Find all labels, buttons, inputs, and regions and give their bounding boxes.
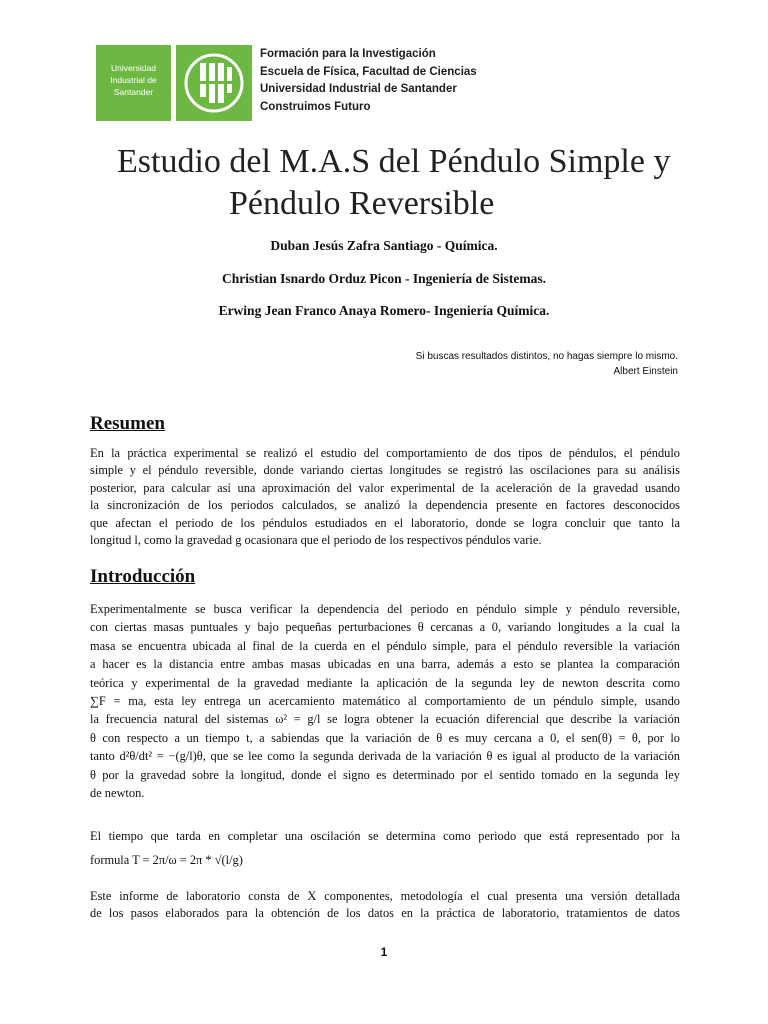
introduccion-paragraph-3 — [90, 888, 680, 923]
text-line: posterior, para calcular así una aproximación del valor experimental de la aceleración de la gravedad usando — [90, 480, 680, 495]
text-line: a hacer es la distancia entre ambas masas ubicadas en una barra, además a esto se plantea la comparación — [90, 657, 680, 672]
epigraph — [416, 349, 678, 379]
text-line: Este informe de laboratorio consta de X componentes, metodología el cual presenta una versión detallada — [90, 889, 680, 903]
text-line: longitud l, como la gravedad g ocasionara que el periodo de los respectivos péndulos varie. — [90, 533, 542, 548]
logo-text-line: Industrial de — [110, 75, 157, 85]
page-number: 1 — [380, 945, 388, 959]
text-line: tanto d²θ/dt² = −(g/l)θ, que se lee como la segunda derivada de la variación θ es igual al producto de la variación — [90, 749, 680, 764]
text-line: El tiempo que tarda en completar una oscilación se determina como periodo que está representado por la — [90, 829, 680, 843]
quote-author: Albert Einstein — [613, 366, 678, 377]
introduccion-paragraph-1 — [90, 600, 680, 802]
text-line: que afectan el periodo de los péndulos estudiados en el laboratorio, donde se logra concluir que tanto la — [90, 515, 680, 530]
header-line: Universidad Industrial de Santander — [260, 83, 457, 95]
text-line: la sincronización de los periodos calculados, se analizó la dependencia presente en factores desconocidos — [90, 498, 680, 513]
title-line: Estudio del M.A.S del Péndulo Simple y — [117, 143, 671, 180]
text-line: En la práctica experimental se realizó el estudio del comportamiento de dos tipos de péndulos, el péndulo — [90, 446, 680, 460]
text-line: ∑F = ma, esta ley entrega un acercamiento matemático al comportamiento de un péndulo simple, usando — [90, 694, 680, 709]
author-line: Christian Isnardo Orduz Picon - Ingeniería de Sistemas. — [221, 271, 546, 286]
institution-header — [260, 46, 477, 116]
text-line: formula T = 2π/ω = 2π * √(l/g) — [90, 853, 243, 867]
logo-text-line: Universidad — [111, 63, 156, 73]
text-line: con ciertas masas puntuales y bajo pequeñas perturbaciones θ cercanas a 0, variando longitudes a la cual la — [90, 620, 680, 635]
introduccion-heading: Introducción — [90, 566, 196, 587]
logo-text-line: Santander — [113, 87, 154, 97]
title-line: Péndulo Reversible — [229, 185, 495, 222]
text-line: θ con respecto a un tiempo t, a sabiendas que la variación de θ es muy cercana a 0, el sen(θ) = θ, por lo — [90, 730, 680, 745]
text-line: teórica y experimental de la gravedad mediante la aplicación de la segunda ley de newton descrita como — [90, 675, 680, 690]
header-line: Construimos Futuro — [260, 100, 371, 113]
text-line: de los pasos elaborados para la obtención de los datos en la práctica de laboratorio, tratamientos de datos — [90, 906, 680, 921]
header-line: Escuela de Física, Facultad de Ciencias — [260, 65, 477, 78]
header-line: Formación para la Investigación — [260, 48, 436, 60]
text-line: θ por la gravedad sobre la longitud, donde el signo es determinado por el sentido tomado en la segunda ley — [90, 767, 680, 782]
author-line: Erwing Jean Franco Anaya Romero- Ingeniería Química. — [218, 303, 550, 318]
introduccion-paragraph-2 — [90, 824, 680, 872]
text-line: Experimentalmente se busca verificar la dependencia del periodo en péndulo simple y péndulo reversible, — [90, 602, 680, 616]
text-line: simple y el péndulo reversible, donde variando ciertas longitudes se registró las oscilaciones para su análisis — [90, 463, 680, 478]
university-logo-text — [96, 45, 171, 121]
text-line: la frecuencia natural del sistemas ω² = g/l se logra obtener la ecuación diferencial que describe la variación — [90, 712, 680, 727]
resumen-heading: Resumen — [90, 413, 165, 434]
author-line: Duban Jesús Zafra Santiago - Química. — [270, 238, 498, 253]
resumen-paragraph — [90, 445, 680, 549]
text-line: masa se encuentra ubicada al final de la cuerda en el péndulo simple, para el péndulo reversible la variación — [90, 638, 680, 653]
uis-logo-icon — [176, 45, 252, 121]
quote-text: Si buscas resultados distintos, no hagas siempre lo mismo. — [415, 351, 678, 362]
text-line: de newton. — [90, 786, 145, 801]
